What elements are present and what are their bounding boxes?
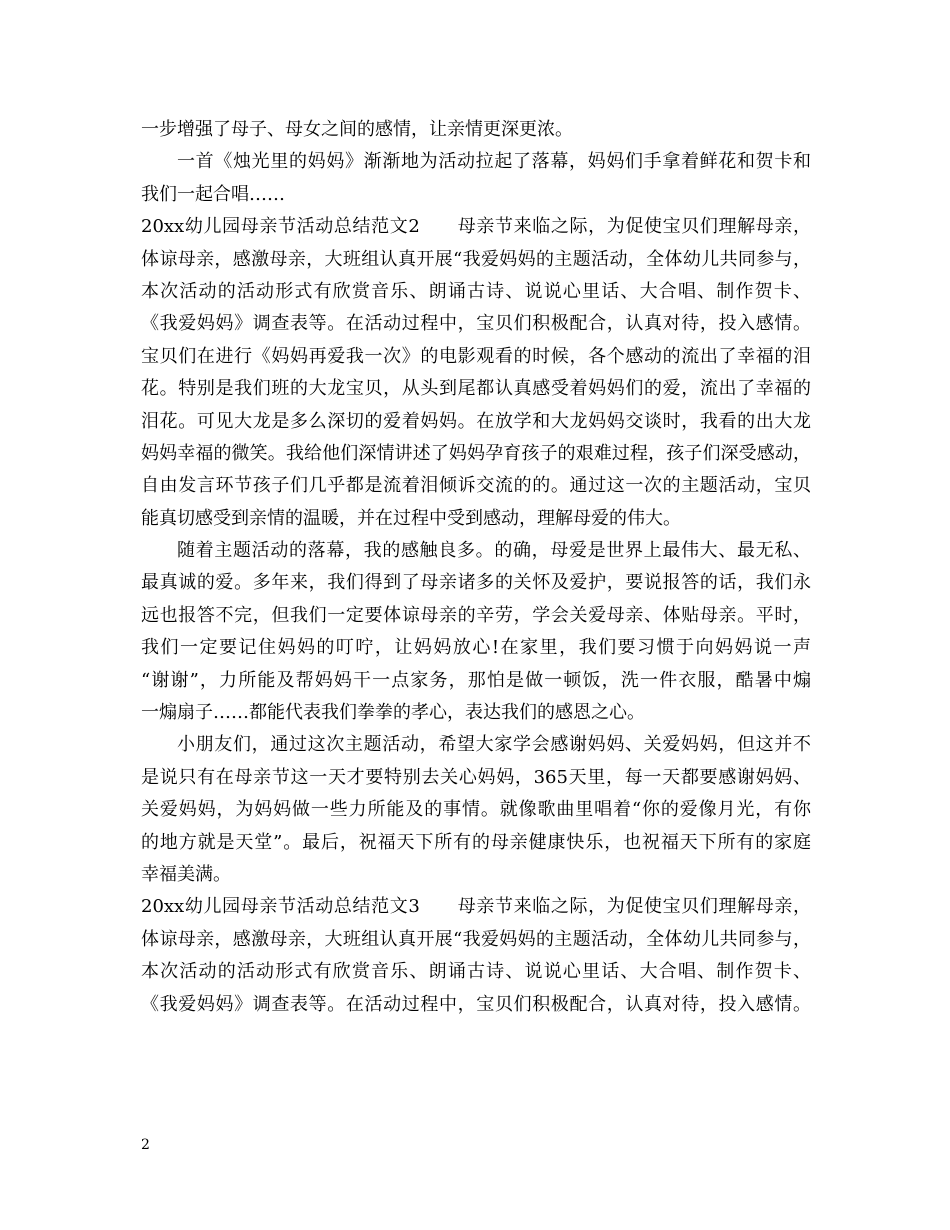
text-line: 关爱妈妈，为妈妈做一些力所能及的事情。就像歌曲里唱着“你的爱像月光，有你: [141, 799, 811, 821]
text-line: 宝贝们在进行《妈妈再爱我一次》的电影观看的时候，各个感动的流出了幸福的泪: [141, 345, 811, 367]
text-line: 《我爱妈妈》调查表等。在活动过程中，宝贝们积极配合，认真对待，投入感情。: [141, 313, 811, 335]
text-line: 泪花。可见大龙是多么深切的爱着妈妈。在放学和大龙妈妈交谈时，我看的出大龙: [141, 410, 811, 432]
text-line: 的地方就是天堂”。最后，祝福天下所有的母亲健康快乐，也祝福天下所有的家庭: [141, 831, 811, 853]
text-line: 小朋友们，通过这次主题活动，希望大家学会感谢妈妈、关爱妈妈，但这并不: [177, 734, 811, 756]
text-line: 自由发言环节孩子们几乎都是流着泪倾诉交流的的。通过这一次的主题活动，宝贝: [141, 475, 811, 497]
text-line: 随着主题活动的落幕，我的感触良多。的确，母爱是世界上最伟大、最无私、: [177, 540, 811, 562]
text-line: 一煽扇子……都能代表我们拳拳的孝心，表达我们的感恩之心。: [141, 702, 645, 724]
text-line: 妈妈幸福的微笑。我给他们深情讲述了妈妈孕育孩子的艰难过程，孩子们深受感动，: [141, 442, 811, 464]
text-line: “谢谢”，力所能及帮妈妈干一点家务，那怕是做一顿饭，洗一件衣服，酷暑中煽: [141, 669, 811, 691]
text-line: 一步增强了母子、母女之间的感情，让亲情更深更浓。: [141, 119, 573, 140]
document-body: [141, 114, 811, 1021]
text-line: 体谅母亲，感激母亲，大班组认真开展“我爱妈妈的主题活动，全体幼儿共同参与，: [141, 928, 811, 950]
text-line: 幸福美满。: [141, 863, 231, 885]
text-line: 体谅母亲，感激母亲，大班组认真开展“我爱妈妈的主题活动，全体幼儿共同参与，: [141, 248, 811, 270]
text-line: 我们一定要记住妈妈的叮咛，让妈妈放心!在家里，我们要习惯于向妈妈说一声: [141, 637, 811, 659]
page-number: 2: [141, 1137, 150, 1153]
text-line: 花。特别是我们班的大龙宝贝，从头到尾都认真感受着妈妈们的爱，流出了幸福的: [141, 378, 811, 400]
text-line: 最真诚的爱。多年来，我们得到了母亲诸多的关怀及爱护，要说报答的话，我们永: [141, 572, 811, 594]
text-line: 能真切感受到亲情的温暖，并在过程中受到感动，理解母爱的伟大。: [141, 507, 681, 529]
text-line: 远也报答不完，但我们一定要体谅母亲的辛劳，学会关爱母亲、体贴母亲。平时，: [141, 604, 811, 626]
text-line: 我们一起合唱……: [141, 183, 285, 205]
text-line: 本次活动的活动形式有欣赏音乐、朗诵古诗、说说心里话、大合唱、制作贺卡、: [141, 280, 811, 302]
text-line: 一首《烛光里的妈妈》渐渐地为活动拉起了落幕，妈妈们手拿着鲜花和贺卡和: [177, 151, 811, 173]
text-line: 20xx幼儿园母亲节活动总结范文2 母亲节来临之际，为促使宝贝们理解母亲，: [141, 216, 811, 238]
text-line: 是说只有在母亲节这一天才要特别去关心妈妈，365天里，每一天都要感谢妈妈、: [141, 766, 811, 788]
text-line: 《我爱妈妈》调查表等。在活动过程中，宝贝们积极配合，认真对待，投入感情。: [141, 993, 811, 1015]
text-line: 20xx幼儿园母亲节活动总结范文3 母亲节来临之际，为促使宝贝们理解母亲，: [141, 896, 811, 918]
text-line: 本次活动的活动形式有欣赏音乐、朗诵古诗、说说心里话、大合唱、制作贺卡、: [141, 961, 811, 983]
